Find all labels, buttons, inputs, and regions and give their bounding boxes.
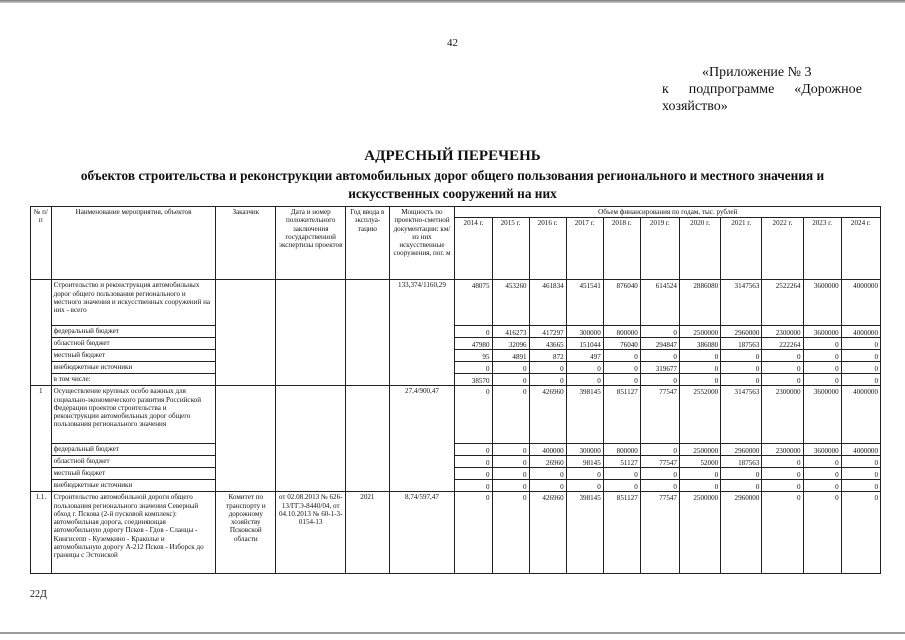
- header-num: № п/п: [31, 207, 52, 280]
- cell-customer: Комитет по транспорту и дорожному хозяйству Псковской области: [216, 492, 276, 574]
- cell-value: 0: [492, 456, 529, 468]
- cell-value: 0: [455, 492, 492, 574]
- cell-capacity: 27,4/900,47: [389, 386, 455, 492]
- cell-value: 77547: [640, 492, 679, 574]
- cell-value: 32096: [492, 338, 529, 350]
- appendix-note: [662, 64, 862, 115]
- header-year-3: 2017 г.: [566, 218, 603, 280]
- appendix-line-1: «Приложение № 3: [702, 65, 812, 80]
- cell-value: 222264: [762, 338, 803, 350]
- cell-value: 0: [762, 350, 803, 362]
- cell-value: 0: [841, 456, 880, 468]
- table-row: [31, 480, 881, 492]
- cell-value: 77547: [640, 456, 679, 468]
- cell-name: областной бюджет: [51, 338, 216, 350]
- cell-value: 0: [803, 350, 841, 362]
- cell-value: 0: [803, 338, 841, 350]
- cell-value: 426960: [529, 386, 566, 444]
- cell-value: 0: [640, 468, 679, 480]
- cell-value: 851127: [603, 492, 640, 574]
- cell-value: 2500000: [679, 444, 720, 456]
- cell-value: 0: [679, 480, 720, 492]
- appendix-line-3: хозяйство»: [662, 99, 728, 114]
- cell-value: 0: [455, 362, 492, 374]
- cell-value: 0: [762, 492, 803, 574]
- cell-name: Строительство и реконструкция автомобильных дорог общего пользования регионального и местного значения и искусственных сооружений на них - всего: [51, 280, 216, 326]
- cell-value: 2300000: [762, 326, 803, 338]
- header-row: [31, 207, 881, 218]
- cell-conclusion: [276, 280, 346, 386]
- cell-value: 0: [803, 456, 841, 468]
- cell-value: 0: [803, 374, 841, 386]
- document-title: АДРЕСНЫЙ ПЕРЕЧЕНЬ: [364, 148, 541, 164]
- cell-capacity: 133,374/1160,29: [389, 280, 455, 386]
- cell-name: местный бюджет: [51, 350, 216, 362]
- cell-value: 0: [841, 362, 880, 374]
- cell-capacity: 8,74/597,47: [389, 492, 455, 574]
- cell-value: 0: [841, 480, 880, 492]
- cell-value: 0: [679, 350, 720, 362]
- cell-value: 800000: [603, 326, 640, 338]
- cell-value: 3600000: [803, 326, 841, 338]
- cell-value: 0: [455, 480, 492, 492]
- table-row: [31, 492, 881, 574]
- cell-value: 4000000: [841, 326, 880, 338]
- cell-customer: [216, 280, 276, 386]
- table-row: [31, 374, 881, 386]
- cell-value: 0: [640, 350, 679, 362]
- cell-name: Осуществление крупных особо важных для социально-экономического развития Российской Федерации проектов строительства и реконструкции автомобильных дорог общего пользования регионального значения: [51, 386, 216, 444]
- cell-value: 0: [603, 350, 640, 362]
- cell-name: в том числе:: [51, 374, 216, 386]
- header-year-8: 2022 г.: [762, 218, 803, 280]
- cell-year: [346, 280, 389, 386]
- appendix-word: к: [662, 82, 669, 97]
- cell-value: 876040: [603, 280, 640, 326]
- cell-value: 300000: [566, 326, 603, 338]
- cell-value: 0: [803, 480, 841, 492]
- cell-value: 52000: [679, 456, 720, 468]
- cell-value: 451541: [566, 280, 603, 326]
- cell-value: 2960000: [721, 326, 762, 338]
- cell-value: 0: [492, 468, 529, 480]
- cell-value: 43665: [529, 338, 566, 350]
- cell-value: 77547: [640, 386, 679, 444]
- cell-value: 0: [492, 444, 529, 456]
- cell-value: 51127: [603, 456, 640, 468]
- scan-edge-top: [0, 0, 905, 3]
- cell-value: 0: [529, 362, 566, 374]
- cell-value: 0: [841, 338, 880, 350]
- cell-value: 26960: [529, 456, 566, 468]
- table-row: [31, 362, 881, 374]
- cell-year: [346, 386, 389, 492]
- cell-value: 386080: [679, 338, 720, 350]
- cell-name: внебюджетные источники: [51, 480, 216, 492]
- cell-value: 0: [492, 492, 529, 574]
- cell-value: 872: [529, 350, 566, 362]
- cell-value: 0: [721, 350, 762, 362]
- cell-value: 187563: [721, 456, 762, 468]
- cell-customer: [216, 386, 276, 492]
- cell-value: 398145: [566, 386, 603, 444]
- cell-value: 0: [640, 444, 679, 456]
- cell-value: 0: [803, 362, 841, 374]
- cell-conclusion: [276, 386, 346, 492]
- cell-value: 0: [566, 468, 603, 480]
- appendix-line-2: [662, 81, 862, 98]
- cell-value: 0: [721, 362, 762, 374]
- cell-value: 2300000: [762, 386, 803, 444]
- header-customer: Заказчик: [216, 207, 276, 280]
- cell-value: 98145: [566, 456, 603, 468]
- header-year-6: 2020 г.: [679, 218, 720, 280]
- header-year: Год ввода в эксплуа-тацию: [346, 207, 389, 280]
- cell-value: 0: [492, 480, 529, 492]
- cell-value: 0: [679, 468, 720, 480]
- cell-value: 0: [640, 480, 679, 492]
- cell-value: 0: [566, 374, 603, 386]
- cell-value: 0: [841, 374, 880, 386]
- cell-value: 0: [762, 362, 803, 374]
- document-subtitle: объектов строительства и реконструкции автомобильных дорог общего пользования регионального и местного значения и искусственных сооружений на них: [80, 168, 825, 201]
- cell-name: местный бюджет: [51, 468, 216, 480]
- cell-value: 4891: [492, 350, 529, 362]
- cell-num: [31, 280, 52, 386]
- cell-value: 3147563: [721, 280, 762, 326]
- cell-num: 1: [31, 386, 52, 492]
- cell-value: 0: [762, 468, 803, 480]
- cell-name: Строительство автомобильной дороги общего пользования регионального значения Северный обход г. Пскова (2-й пусковой комплекс): автомобильная дорога, соединяющая автомобильную дорогу Псков - Гдов - Сланцы - Кингисепп - Куземкино - Краколье и автомобильную дорогу А-212 Псков - Изборск до границы с Эстонской: [51, 492, 216, 574]
- header-name: Наименование мероприятия, объектов: [51, 207, 216, 280]
- cell-value: 48075: [455, 280, 492, 326]
- cell-value: 0: [721, 468, 762, 480]
- cell-value: 400000: [529, 444, 566, 456]
- scan-edge-bottom: [0, 632, 905, 634]
- cell-value: 851127: [603, 386, 640, 444]
- cell-value: 0: [455, 444, 492, 456]
- cell-value: 0: [492, 362, 529, 374]
- header-year-0: 2014 г.: [455, 218, 492, 280]
- table-row: [31, 280, 881, 326]
- table-row: [31, 468, 881, 480]
- cell-value: 497: [566, 350, 603, 362]
- cell-value: 0: [721, 374, 762, 386]
- appendix-word: подпрограмме: [688, 82, 775, 97]
- header-year-10: 2024 г.: [841, 218, 880, 280]
- cell-value: 2500000: [679, 492, 720, 574]
- header-funding: Объем финансирования по годам, тыс. рублей: [455, 207, 881, 218]
- table-row: [31, 338, 881, 350]
- header-year-4: 2018 г.: [603, 218, 640, 280]
- table-row: [31, 326, 881, 338]
- cell-value: 0: [679, 362, 720, 374]
- cell-value: 0: [841, 350, 880, 362]
- cell-name: внебюджетные источники: [51, 362, 216, 374]
- cell-value: 2300000: [762, 444, 803, 456]
- cell-value: 2500000: [679, 326, 720, 338]
- cell-value: 426960: [529, 492, 566, 574]
- cell-value: 300000: [566, 444, 603, 456]
- cell-value: 0: [566, 480, 603, 492]
- cell-value: 38570: [455, 374, 492, 386]
- cell-value: 0: [529, 480, 566, 492]
- cell-value: 453260: [492, 280, 529, 326]
- cell-value: 4000000: [841, 444, 880, 456]
- header-year-9: 2023 г.: [803, 218, 841, 280]
- cell-value: 0: [492, 374, 529, 386]
- cell-value: 0: [721, 480, 762, 492]
- footer-code: 22Д: [30, 589, 47, 600]
- header-year-1: 2015 г.: [492, 218, 529, 280]
- cell-value: 0: [603, 374, 640, 386]
- cell-value: 3147563: [721, 386, 762, 444]
- cell-value: 3600000: [803, 386, 841, 444]
- cell-value: 3600000: [803, 280, 841, 326]
- cell-value: 0: [762, 480, 803, 492]
- cell-value: 0: [603, 480, 640, 492]
- table-row: [31, 386, 881, 444]
- header-year-2: 2016 г.: [529, 218, 566, 280]
- cell-value: 4000000: [841, 386, 880, 444]
- cell-value: 0: [455, 386, 492, 444]
- cell-value: 95: [455, 350, 492, 362]
- cell-value: 76040: [603, 338, 640, 350]
- cell-value: 3600000: [803, 444, 841, 456]
- header-year-7: 2021 г.: [721, 218, 762, 280]
- cell-num: 1.1.: [31, 492, 52, 574]
- cell-value: 151044: [566, 338, 603, 350]
- cell-value: 4000000: [841, 280, 880, 326]
- cell-value: 461834: [529, 280, 566, 326]
- cell-value: 2960000: [721, 492, 762, 574]
- table-row: [31, 456, 881, 468]
- cell-value: 0: [841, 468, 880, 480]
- appendix-word: «Дорожное: [794, 82, 862, 97]
- table-row: [31, 350, 881, 362]
- header-conclusion: Дата и номер положительного заключения государственной экспертизы проектов: [276, 207, 346, 280]
- cell-value: 0: [803, 468, 841, 480]
- page-number: 42: [447, 37, 458, 49]
- cell-value: 0: [841, 492, 880, 574]
- cell-value: 47980: [455, 338, 492, 350]
- cell-value: 0: [762, 374, 803, 386]
- cell-value: 2522264: [762, 280, 803, 326]
- cell-value: 0: [603, 468, 640, 480]
- cell-value: 2552000: [679, 386, 720, 444]
- cell-value: 294847: [640, 338, 679, 350]
- cell-name: федеральный бюджет: [51, 444, 216, 456]
- address-list-table: [30, 206, 881, 574]
- cell-value: 614524: [640, 280, 679, 326]
- cell-value: 319677: [640, 362, 679, 374]
- cell-value: 0: [455, 468, 492, 480]
- cell-year: 2021: [346, 492, 389, 574]
- cell-value: 0: [492, 386, 529, 444]
- cell-name: федеральный бюджет: [51, 326, 216, 338]
- cell-value: 0: [455, 456, 492, 468]
- header-year-5: 2019 г.: [640, 218, 679, 280]
- cell-value: 800000: [603, 444, 640, 456]
- cell-value: 0: [529, 468, 566, 480]
- cell-value: 416273: [492, 326, 529, 338]
- cell-value: 0: [640, 326, 679, 338]
- cell-value: 0: [603, 362, 640, 374]
- cell-conclusion: от 02.08.2013 № 626-13/ГГЭ-8440/04, от 04.10.2013 № 60-1-3-0154-13: [276, 492, 346, 574]
- table-row: [31, 444, 881, 456]
- cell-value: 187563: [721, 338, 762, 350]
- cell-name: областной бюджет: [51, 456, 216, 468]
- cell-value: 0: [455, 326, 492, 338]
- cell-value: 2886080: [679, 280, 720, 326]
- cell-value: 398145: [566, 492, 603, 574]
- cell-value: 2960000: [721, 444, 762, 456]
- cell-value: 0: [762, 456, 803, 468]
- cell-value: 0: [803, 492, 841, 574]
- cell-value: 0: [679, 374, 720, 386]
- cell-value: 0: [529, 374, 566, 386]
- cell-value: 0: [566, 362, 603, 374]
- cell-value: 0: [640, 374, 679, 386]
- header-capacity: Мощность по проектно-сметной документации: км/из них искусственные сооружения, пог. м: [389, 207, 455, 280]
- cell-value: 417297: [529, 326, 566, 338]
